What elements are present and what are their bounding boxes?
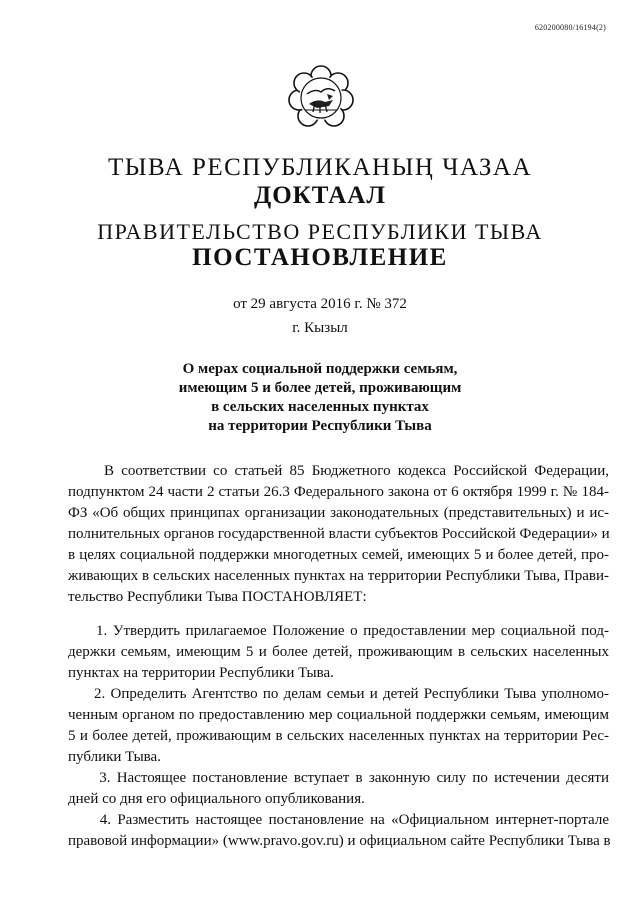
resolution-date-number: от 29 августа 2016 г. № 372 (233, 296, 407, 312)
item-2-line: ченным органом по предоставлению мер социальной поддержки семьям, имеющим (68, 707, 609, 723)
item-2-line: 5 и более детей, проживающим в сельских населенных пунктах на территории Рес- (68, 728, 609, 744)
subject-line: на территории Республики Тыва (208, 418, 432, 434)
resolution-items (68, 621, 609, 852)
resolution-subject (0, 360, 640, 436)
text-line: тельство Республики Тыва ПОСТАНОВЛЯЕТ: (68, 589, 367, 605)
text-line: подпунктом 24 части 2 статьи 26.3 Федерального закона от 6 октября 1999 г. № 184- (68, 484, 609, 500)
text-line: В соответствии со статьей 85 Бюджетного кодекса Российской Федерации, (68, 463, 609, 479)
item-1-line: пунктах на территории Республики Тыва. (68, 665, 334, 681)
subject-line: О мерах социальной поддержки семьям, (182, 361, 458, 377)
header-doktaal: ДОКТААЛ (254, 182, 386, 209)
resolution-city: г. Кызыл (292, 320, 348, 336)
text-line: живающих в сельских населенных пунктах на территории Республики Тыва, Прави- (68, 568, 609, 584)
preamble-paragraph (68, 461, 609, 608)
text-line: полнительных органов государственной власти субъектов Российской Федерации» и (68, 526, 610, 542)
item-3-line: 3. Настоящее постановление вступает в законную силу по истечении десяти (68, 770, 609, 786)
document-code: 620200080/16194(2) (534, 23, 606, 32)
header-postanovlenie: ПОСТАНОВЛЕНИЕ (192, 244, 448, 271)
item-2-line: 2. Определить Агентство по делам семьи и детей Республики Тыва уполномо- (68, 686, 609, 702)
subject-line: в сельских населенных пунктах (211, 399, 429, 415)
item-2-line: публики Тыва. (68, 749, 161, 765)
item-1-line: держки семьям, имеющим 5 и более детей, проживающим в сельских населенных (68, 644, 609, 660)
header-government-of-tuva: ПРАВИТЕЛЬСТВО РЕСПУБЛИКИ ТЫВА (97, 219, 543, 244)
subject-line: имеющим 5 и более детей, проживающим (178, 380, 462, 396)
item-1-line: 1. Утвердить прилагаемое Положение о предоставлении мер социальной под- (68, 623, 609, 639)
text-line: ФЗ «Об общих принципах организации законодательных (представительных) и ис- (68, 505, 609, 521)
text-line: в целях социальной поддержки многодетных семей, имеющих 5 и более детей, про- (68, 547, 609, 563)
coat-of-arms-of-tuva-icon (287, 64, 355, 132)
item-4-line: правовой информации» (www.pravo.gov.ru) и официальном сайте Республики Тыва в (68, 833, 611, 849)
item-4-line: 4. Разместить настоящее постановление на «Официальном интернет-портале (68, 812, 609, 828)
header-tuva-government: ТЫВА РЕСПУБЛИКАНЫҢ ЧАЗАА (107, 154, 533, 181)
item-3-line: дней со дня его официального опубликования. (68, 791, 365, 807)
